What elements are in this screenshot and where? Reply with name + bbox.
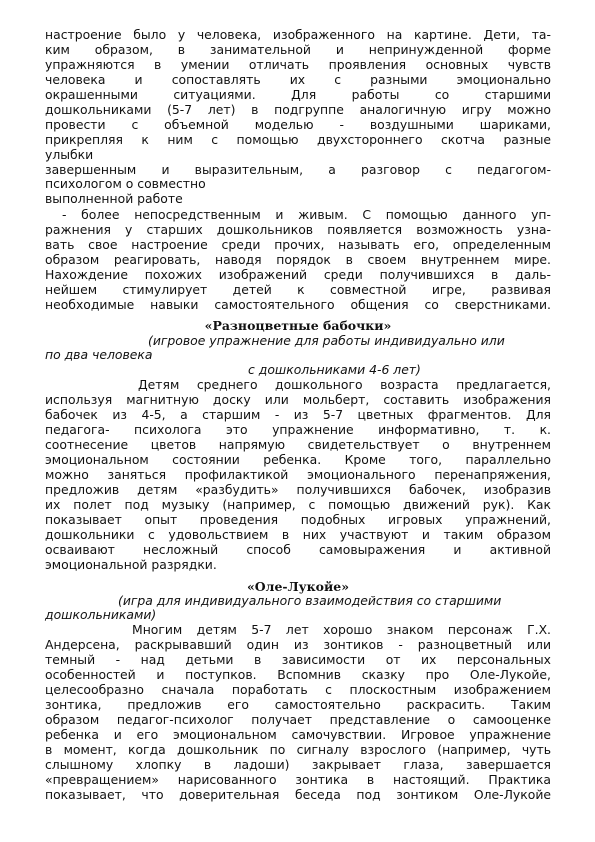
- paragraph-line: «превращением» нарисованного зонтика в настоящий. Практика: [45, 772, 551, 787]
- paragraph-line: осваивают несложный способ самовыражения и активной: [45, 542, 551, 557]
- paragraph-line: показывает опыт проведения подобных игровых упражнений,: [45, 512, 551, 527]
- paragraph-line: предложив детям «разбудить» получившихся бабочек, изобразив: [45, 482, 551, 497]
- paragraph-line: нейшем стимулирует детей к совместной игре, развивая: [45, 282, 551, 297]
- paragraph-line: прикрепляя к ним с помощью двухстороннего скотча разные: [45, 132, 551, 147]
- section-subtitle: дошкольниками): [45, 607, 157, 622]
- paragraph-line: завершенным и выразительным, а разговор с педагогом-: [45, 162, 551, 177]
- section-subtitle: (игровое упражнение для работы индивидуально или: [148, 333, 505, 348]
- paragraph-line: используя магнитную доску или мольберт, составить изображения: [45, 392, 551, 407]
- paragraph-line: психологом о совместно: [45, 176, 206, 191]
- paragraph-line: педагога- психолога это упражнение информативно, т. к.: [45, 422, 551, 437]
- paragraph-line: бабочек из 4-5, а старшим - из 5-7 цветных фрагментов. Для: [45, 407, 551, 422]
- paragraph-line: в момент, когда дошкольник по сигналу взрослого (например, чуть: [45, 742, 551, 757]
- paragraph-line: окрашенными ситуациями. Для работы со старшими: [45, 87, 551, 102]
- paragraph-line: Детям среднего дошкольного возраста предлагается,: [138, 377, 551, 392]
- paragraph-line: человека и сопоставлять их с разными эмоционально: [45, 72, 551, 87]
- paragraph-line: ражнения у старших дошкольников появляется возможность узна-: [45, 222, 551, 237]
- paragraph-line: выполненной работе: [45, 191, 183, 206]
- paragraph-line: образом реагировать, наводя порядок в своем внутреннем мире.: [45, 252, 551, 267]
- paragraph-line: зонтика, предложив его самостоятельно раскрасить. Таким: [45, 697, 551, 712]
- paragraph-line: Нахождение похожих изображений среди получившихся в даль-: [45, 267, 551, 282]
- paragraph-line: Андерсена, раскрывавший один из зонтиков - разноцветный или: [45, 637, 551, 652]
- section-subtitle: с дошкольниками 4-6 лет): [248, 362, 421, 377]
- paragraph-line: эмоциональной разрядки.: [45, 557, 217, 572]
- paragraph-line: - более непосредственным и живым. С помощью данного уп-: [62, 207, 551, 222]
- section-title: «Оле-Лукойе»: [246, 579, 350, 594]
- section-subtitle: по два человека: [45, 347, 153, 362]
- paragraph-line: показывает, что доверительная беседа под зонтиком Оле-Лукойе: [45, 787, 551, 802]
- paragraph-line: можно заняться профилактикой эмоционального перенапряжения,: [45, 467, 551, 482]
- paragraph-line: целесообразно сначала поработать с плоскостным изображением: [45, 682, 551, 697]
- section-title: «Разноцветные бабочки»: [204, 318, 392, 333]
- paragraph-line: дошкольники с удовольствием в них участвуют и таким образом: [45, 527, 551, 542]
- paragraph-line: вать свое настроение среди прочих, называть его, определенным: [45, 237, 551, 252]
- paragraph-line: необходимые навыки самостоятельного общения со сверстниками.: [45, 297, 551, 312]
- paragraph-line: Многим детям 5-7 лет хорошо знаком персонаж Г.Х.: [132, 622, 551, 637]
- paragraph-line: ким образом, в занимательной и непринужденной форме: [45, 42, 551, 57]
- paragraph-line: эмоциональном состоянии ребенка. Кроме того, параллельно: [45, 452, 551, 467]
- paragraph-line: ребенка и его эмоциональном самочувствии. Игровое упражнение: [45, 727, 551, 742]
- paragraph-line: особенностей и поступков. Вспомнив сказку про Оле-Лукойе,: [45, 667, 551, 682]
- paragraph-line: улыбки: [45, 147, 94, 162]
- paragraph-line: дошкольниками (5-7 лет) в подгруппе аналогичную игру можно: [45, 102, 551, 117]
- paragraph-line: провести с объемной моделью - воздушными шариками,: [45, 117, 551, 132]
- paragraph-line: настроение было у человека, изображенного на картине. Дети, та-: [45, 27, 551, 42]
- paragraph-line: их полет под музыку (например, с помощью движений рук). Как: [45, 497, 551, 512]
- paragraph-line: образом педагог-психолог получает представление о самооценке: [45, 712, 551, 727]
- paragraph-line: упражняются в умении отличать проявления основных чувств: [45, 57, 551, 72]
- section-subtitle: (игра для индивидуального взаимодействия со старшими: [118, 593, 502, 608]
- paragraph-line: темный - над детьми в зависимости от их персональных: [45, 652, 551, 667]
- paragraph-line: слышному хлопку в ладоши) закрывает глаза, завершается: [45, 757, 551, 772]
- paragraph-line: соотнесение цветов напрямую свидетельствует о внутреннем: [45, 437, 551, 452]
